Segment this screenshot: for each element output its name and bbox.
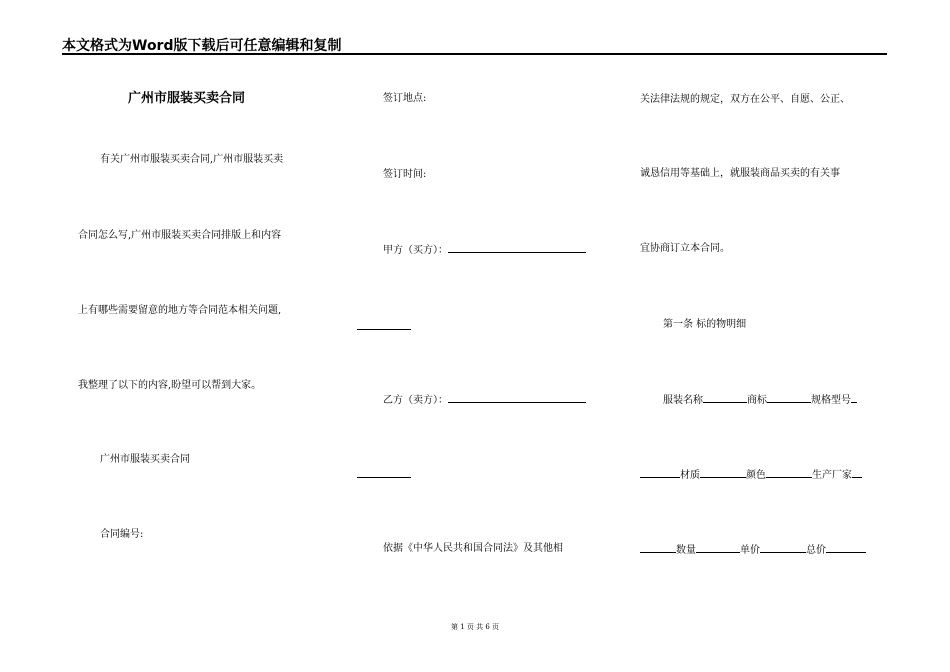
total-price-blank bbox=[826, 542, 866, 553]
party-b-label: 乙方（卖方）： bbox=[383, 395, 448, 406]
party-a-continuation-blank bbox=[357, 329, 411, 330]
quantity-label: 数量 bbox=[676, 545, 696, 556]
sign-place-label: 签订地点: bbox=[383, 93, 427, 104]
model-blank bbox=[851, 392, 857, 403]
quantity-blank bbox=[696, 542, 740, 553]
party-a-label: 甲方（买方）： bbox=[383, 245, 448, 256]
material-label: 材质 bbox=[680, 470, 700, 481]
party-a-field bbox=[383, 242, 586, 258]
unit-price-blank bbox=[760, 542, 806, 553]
total-price-label: 总价 bbox=[806, 545, 826, 556]
manufacturer-continuation-blank bbox=[640, 542, 676, 553]
legal-basis-cont-3: 宜协商订立本合同。 bbox=[640, 243, 730, 254]
model-continuation-blank bbox=[640, 467, 680, 478]
unit-price-label: 单价 bbox=[740, 545, 760, 556]
item-fields-row-3 bbox=[640, 542, 866, 558]
manufacturer-label: 生产厂家 bbox=[812, 470, 852, 481]
document-header: 本文格式为Word版下载后可任意编辑和复制 bbox=[62, 38, 342, 54]
party-b-continuation-blank bbox=[357, 477, 411, 478]
garment-name-blank bbox=[703, 392, 747, 403]
header-divider bbox=[62, 53, 887, 55]
manufacturer-blank bbox=[852, 467, 862, 478]
color-label: 颜色 bbox=[746, 470, 766, 481]
article-1-heading: 第一条 标的物明细 bbox=[663, 319, 747, 330]
intro-line-2: 合同怎么写,广州市服装买卖合同排版上和内容 bbox=[78, 230, 282, 241]
intro-line-1: 有关广州市服装买卖合同,广州市服装买卖 bbox=[100, 154, 284, 165]
material-blank bbox=[700, 467, 746, 478]
garment-name-label: 服装名称 bbox=[663, 395, 703, 406]
legal-basis-cont-2: 诚恳信用等基础上，就服装商品买卖的有关事 bbox=[640, 168, 840, 179]
intro-line-3: 上有哪些需要留意的地方等合同范本相关问题, bbox=[78, 305, 282, 316]
party-b-field bbox=[383, 392, 586, 408]
model-label: 规格型号 bbox=[811, 395, 851, 406]
brand-label: 商标 bbox=[747, 395, 767, 406]
color-blank bbox=[766, 467, 812, 478]
page-number: 第 1 页 共 6 页 bbox=[450, 623, 500, 631]
brand-blank bbox=[767, 392, 811, 403]
item-fields-row-2 bbox=[640, 467, 862, 483]
contract-number-label: 合同编号: bbox=[100, 529, 144, 540]
sign-time-label: 签订时间: bbox=[383, 169, 427, 180]
contract-title: 广州市服装买卖合同 bbox=[128, 91, 246, 106]
intro-line-4: 我整理了以下的内容,盼望可以帮到大家。 bbox=[78, 380, 262, 391]
legal-basis-cont-1: 关法律法规的规定，双方在公平、自愿、公正、 bbox=[640, 94, 850, 105]
item-fields-row-1 bbox=[663, 392, 857, 408]
party-a-blank bbox=[448, 242, 586, 253]
contract-subtitle: 广州市服装买卖合同 bbox=[100, 454, 190, 465]
party-b-blank bbox=[448, 392, 586, 403]
legal-basis-line: 依据《中华人民共和国合同法》及其他相 bbox=[383, 543, 563, 554]
